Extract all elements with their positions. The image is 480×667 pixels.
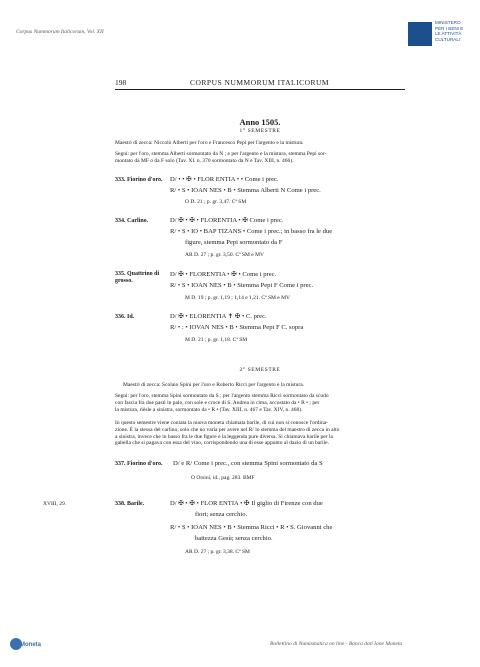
- moneta-logo: [10, 636, 40, 656]
- coin-line: R/ • S • IOAN NES • B • Stemma Ricci • R • S. Giovanni che: [170, 524, 333, 531]
- coin-line: D/ ✠ • ✠ • FLORENTIA • ✠ Come i prec.: [170, 217, 284, 224]
- header-rule: [115, 89, 405, 90]
- note-paragraph: [115, 420, 415, 447]
- coin-line: D/ ✠ • ✠ • FLOR ENTIA • ✠ Il giglio di Firenze con due: [170, 500, 323, 507]
- coin-number: 338. Barile.: [115, 501, 145, 507]
- coin-weight: M D. 19 ; p. gr. 1,19 ; 1,14 e 1,21. Cª SM e MV: [185, 295, 290, 301]
- logo-line: LE ATTIVITÀ: [435, 31, 462, 37]
- coin-weight: AR D. 27 ; p. gr. 3,38. Cª SM: [185, 549, 250, 555]
- logo-line: CULTURALI: [435, 36, 461, 42]
- plate-reference: XVIII, 29.: [43, 501, 67, 507]
- coin-line: R/ • S • IOAN NES • B • Stemma Pepi F Come i prec.: [170, 282, 314, 289]
- note-line: zione. È la stessa del carlino, solo che no varia per avere nel R/ lo stemma del maestro di zecca in alto: [115, 426, 340, 433]
- coin-weight: AR D. 27 ; p. gr. 3,50. Cª SM e MV: [185, 252, 264, 258]
- journal-header: Corpus Nummorum Italicorum, Vol. XII: [16, 29, 104, 35]
- coin-reference: O Orsini, id., pag. 283. BMF: [191, 475, 255, 481]
- coin-line: D/ e R/ Come i prec., con stemma Spini sormontato da S: [173, 460, 323, 467]
- coin-number: 335. Quattrino di grosso.: [115, 271, 160, 284]
- ministry-emblem-icon: [408, 22, 432, 46]
- coin-number: 336. Id.: [115, 314, 135, 320]
- signs-line: la mistura, rièsle a sinistra, sormontato da • R • (Tav. XIII, n. 467 e Tav. XIV, n. 468).: [115, 406, 303, 413]
- mint-masters: Maestri di zecca: Scolaio Spini per l'oro e Roberto Ricci per l'argento e la mistura.: [123, 382, 305, 388]
- coin-line: figure, stemma Pepi sormontato da F: [185, 239, 283, 246]
- signs-line: con fascia fra due pastì in palo, con sole e croce di S. Andrea in cima, accostato da • R • ; per: [115, 399, 320, 406]
- logo-line: MINISTERO: [435, 20, 461, 25]
- footer-text: Bollettino di Numismatica on line - Banca dati Ione Moneta: [270, 641, 403, 647]
- note-line: gabella che si pagava con essa del vino, corrispondendo una di esse appunto al dazio di un barile.: [115, 440, 329, 447]
- coin-number: 333. Fiorino d'oro.: [115, 177, 163, 183]
- coin-number: 334. Carlino.: [115, 218, 149, 224]
- semester-heading: 1° SEMESTRE: [239, 128, 281, 134]
- logo-text: Moneta: [20, 642, 41, 648]
- coin-line: D/ • • ✠ • FLOR ENTIA • • Come i prec.: [170, 176, 279, 183]
- coin-line: fiori; senza cerchio.: [195, 511, 248, 518]
- coin-number: 337. Fiorino d'oro.: [115, 461, 163, 467]
- note-line: In questo semestre viene coniata la nuova moneta chiamata barile, di cui non si conosce l'ordina-: [115, 420, 328, 426]
- ministry-logo: [408, 20, 474, 52]
- semester-heading: 2° SEMESTRE: [239, 367, 281, 373]
- note-line: a sinistra, invece che in basso fra le due figure e la leggenda pure diversa. Si chiamava barile per la: [115, 433, 333, 440]
- coin-weight: O D. 21 ; p. gr. 3,47. Cª SM: [185, 199, 247, 205]
- year-heading: Anno 1505.: [239, 117, 281, 127]
- running-title: CORPUS NUMMORUM ITALICORUM: [190, 78, 330, 87]
- coin-line: R/ • : • IOVAN NES • B • Stemma Pepi F C. sopra: [170, 324, 304, 331]
- coin-line: D/ ✠ • ELORENTIA ✝ ✠ • C. prec.: [170, 313, 267, 320]
- logo-line: PER I BENI E: [435, 25, 464, 31]
- signs-line: Segni: per l'oro, stemma Alberti sormontato da N ; e per l'argento e la mistura, stemma Pepi sor-: [115, 151, 327, 157]
- coin-line: R/ • S • IOAN NES • B • Stemma Alberti N Come i prec.: [170, 187, 321, 194]
- coin-weight: M D. 21 ; p. gr. 1,18. Cª SM: [185, 337, 248, 343]
- signs-text: [115, 151, 415, 165]
- signs-line: Segni: per l'oro, stemma Spini sormontato da S ; per l'argento stemma Ricci sormontato da scudo: [115, 393, 329, 399]
- mint-masters: Maestri di zecca: Niccolò Alberti per l'oro e Francesco Pepi per l'argento e la mistura.: [115, 140, 304, 146]
- coin-line: D/ ✠ • FLORENTIA • ✠ • Come i prec.: [170, 271, 277, 278]
- signs-text: [115, 393, 415, 413]
- signs-line: montato da MF o da F solo (Tav. XI. n. 370 sormontato da N e Tav. XIII, n. 466).: [115, 157, 294, 164]
- coin-line: R/ • S • IO • BAP TIZANS • Come i prec.; in basso fra le due: [170, 228, 333, 235]
- coin-line: battezza Gesù; senza cerchio.: [195, 535, 273, 542]
- page-number: 198: [115, 78, 127, 87]
